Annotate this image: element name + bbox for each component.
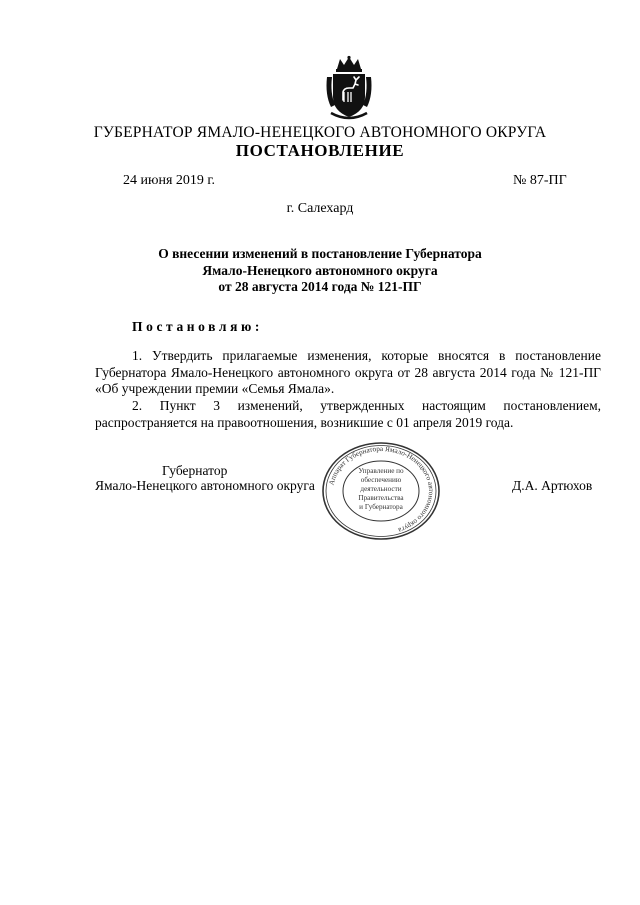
document-body	[95, 348, 601, 432]
subject-line: Ямало-Ненецкого автономного округа	[202, 262, 438, 278]
document-type-heading: ПОСТАНОВЛЕНИЕ	[235, 141, 405, 160]
subject-line: от 28 августа 2014 года № 121-ПГ	[218, 279, 422, 294]
seal-inner-line: Управление по	[358, 467, 404, 475]
seal-inner-line: обеспечению	[360, 476, 402, 484]
document-number: № 87-ПГ	[513, 173, 567, 188]
signer-title-line1: Губернатор	[162, 463, 228, 478]
subject-line: О внесении изменений в постановление Губернатора	[158, 246, 482, 261]
decree-word: Постановляю:	[132, 319, 263, 334]
coat-of-arms-emblem	[323, 55, 375, 123]
seal-inner-line: и Губернатора	[359, 503, 403, 511]
governor-title: ГУБЕРНАТОР ЯМАЛО-НЕНЕЦКОГО АВТОНОМНОГО ОКРУГА	[93, 124, 547, 141]
document-date: 24 июня 2019 г.	[123, 173, 216, 188]
document-city: г. Салехард	[286, 201, 354, 216]
seal-outer-text: Аппарат Губернатора Ямало-Ненецкого автономного округа	[327, 444, 436, 535]
signer-name: Д.А. Артюхов	[512, 478, 593, 493]
signer-title-line2: Ямало-Ненецкого автономного округа	[95, 478, 315, 493]
document-subject	[0, 246, 640, 296]
seal-inner-line: Правительства	[358, 494, 404, 502]
seal-inner-line: деятельности	[360, 485, 402, 493]
official-seal	[320, 440, 442, 542]
body-paragraph: 1. Утвердить прилагаемые изменения, которые вносятся в постановление Губернатора Ямало-Ненецкого автономного округа от 28 августа 2014 года № 121-ПГ «Об учреждении премии «Семья Ямала».	[95, 348, 601, 397]
body-paragraph: 2. Пункт 3 изменений, утвержденных настоящим постановлением, распространяется на правоотношения, возникшие с 01 апреля 2019 года.	[95, 398, 601, 430]
